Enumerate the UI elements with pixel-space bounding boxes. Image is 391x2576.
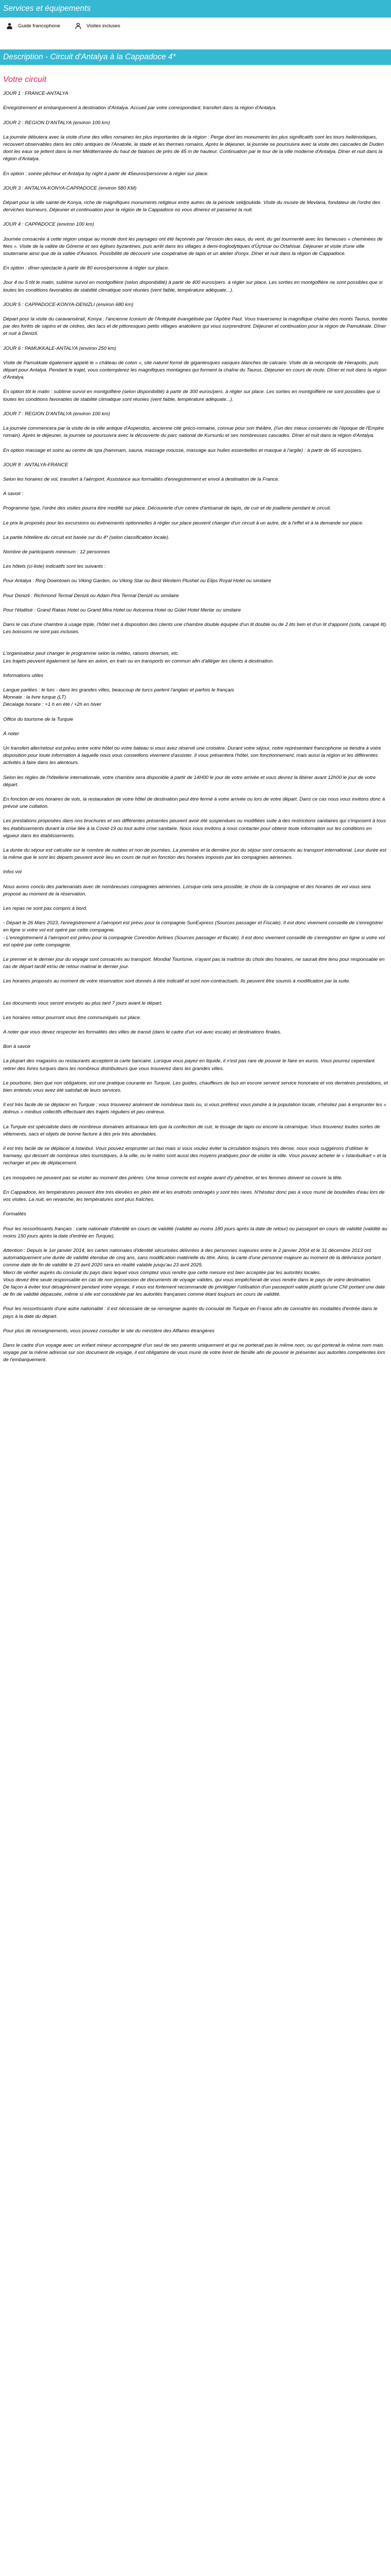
- description-paragraph: Les documents vous seront envoyés au plus tard 7 jours avant le départ.: [3, 1000, 162, 1006]
- description-paragraph: Pour l'étatlisé : Grand Rakas Hotel ou Grand Mira Hotel ou Avicenna Hotel ou Gület Hotel Merlar ou similaire: [3, 607, 241, 613]
- description-paragraph: Journée consacrée à cette région unique au monde dont les paysages ont été façonnés par l'érosion des eaux, du vent, du gel tourmenté avec les fameuses « cheminées de fées ». Visite de la vallée de Göreme et ses églises byzantines, puis arrêt dans les villages à demi-troglodytiques d'Üçhisar ou Ortahisar. Déjeuner et visite d'une ville souterraine ainsi que de la vallée d'Avanos. Possibilité de découvrir une coopérative de tapis et un atelier d'onyx. Dîner et nuit dans la région de Cappadoce.: [3, 236, 383, 257]
- description-paragraph: Programme type, l'ordre des visites pourra être modifié sur place. Découverte d'un centre d'artisanat de tapis, de cuir et de joaillerie pendant le circuit.: [3, 505, 331, 512]
- description-paragraph: Nous avons conclu des partenariats avec de nombreuses compagnies aériennes. Lorsque cela sera possible, le choix de la compagnie et des horaires de vol vous sera proposé au moment de la réservation.: [3, 884, 371, 897]
- description-paragraph: La partie hôtelière du circuit est basée sur du 4* (selon classification locale).: [3, 534, 170, 540]
- description-paragraph: JOUR 7 : REGION D'ANTALYA (environ 100 km): [3, 411, 110, 417]
- description-paragraph: Dans le cadre d'un voyage avec un enfant mineur accompagné d'un seul de ses parents uniquement et qui ne porterait pas le même nom, ou qui porterait le même nom mais voyage par la même adresse sur son document de voyage, il est obligatoire de vous munir de votre livret de famille afin de pouvoir le présenter aux autorités compétentes lors de l'embarquement.: [3, 1342, 385, 1363]
- description-paragraph: Les horaires retour pourront vous être communiqués sur place.: [3, 1014, 141, 1021]
- description-paragraph: Les repas ne sont pas compris à bord.: [3, 906, 88, 912]
- description-paragraph: En option : soirée pêcheur et Antalya by night à partir de 45euros/personne à régler sur place.: [3, 171, 209, 177]
- description-paragraph: Le premier et le dernier jour du voyage sont consacrés au transport. Mondial Tourisme, n'ayant pas la maîtrise du choix des horaires, ne saurait être tenu pour responsable en cas de départ tardif et/ou de retour matinal le dernier jour.: [3, 957, 385, 970]
- description-header-title: Description - Circuit d'Antalya à la Cappadoce 4*: [3, 52, 176, 61]
- description-paragraph: Pour Denizli : Richmond Termal Denizli ou Adam Pira Termal Denizli ou similaire: [3, 592, 179, 599]
- description-paragraph: Pour les ressortissants d'une autre nationalité : il est nécessaire de se renseigner auprès du consulat de Turquie en France afin de connaître les modalités d'entrée dans le pays à la date du départ.: [3, 1306, 378, 1319]
- description-paragraph: La plupart des magasins ou restaurants acceptent la carte bancaire. Lorsque vous payez en liquide, il n'est pas rare de pouvoir le faire en euros. Vous pourrez cependant retirer des livres turques dans les nombreux distributeurs que vous trouverez dans les grandes villes.: [3, 1058, 374, 1072]
- description-paragraph: JOUR 1 : FRANCE-ANTALYA: [3, 91, 69, 97]
- description-paragraph: - Départ le 26 Mars 2023, l'enregistrement à l'aéroport est prévu pour la compagnie SunExpress (Sources passager et Fiscale). Il est donc vivement conseillé de s'enregistrer en ligne si votre vol est opéré par cette compagnie. - L'enregistrement à l'aéroport est prévu pour la compagnie Corendon Airlines (Sources passager et fiscale). Il est donc vivement conseillé de s'enregistrer en ligne si votre vol est opéré par cette compagnie.: [3, 920, 385, 948]
- person-icon: [6, 23, 13, 29]
- description-paragraph: En fonction de vos horaires de vols, la restauration de votre hôtel de destination peut être fermé à votre arrivée ou lors de votre départ. Dans ce cas nous vous invitons donc à prévoir une collation.: [3, 796, 385, 810]
- description-paragraph: Un transfert aller/retour est prévu entre votre hôtel ou votre bateau si vous avez réservé une croisière. Durant votre séjour, notre représentant francophone se tiendra à votre disposition pour toute information à laquelle nous vous conseillons vivement d'assister. Il vous présentera l'hôtel, son fonctionnement, mais aussi la région et les différentes activités à faire dans les alentours.: [3, 745, 381, 766]
- description-paragraph: JOUR 3 : ANTALYA-KONYA-CAPPADOCE (environ 580 KM): [3, 185, 137, 191]
- description-paragraph: JOUR 4 : CAPPADOCE (environ 100 km): [3, 222, 94, 228]
- description-paragraph: JOUR 2 : REGION D'ANTALYA (environ 100 km): [3, 120, 110, 126]
- services-header-title: Services et équipements: [3, 4, 91, 13]
- service-visits-label: Visites incluses: [86, 23, 121, 29]
- services-list: [0, 18, 391, 35]
- description-paragraph: Office du tourisme de la Turquie: [3, 716, 73, 722]
- description-paragraph: Départ pour la ville sainte de Konya, riche de magnifiques monuments religieux entre autres de la période seldjoukide. Visite du musée de Mevlana, fondateur de l'ordre des derviches tourneurs. Déjeuner et continuation pour la région de la Cappadoce où vous dînerez et passerez la nuit.: [3, 200, 381, 213]
- circuit-title: Votre circuit: [3, 75, 46, 84]
- service-visits: [75, 23, 120, 30]
- description-paragraph: A noter que vous devez respecter les formalités des villes de transit (dans le cadre d'un vol avec escale) et destinations finales.: [3, 1029, 282, 1036]
- description-paragraph: Selon les règles de l'hôtellerie internationale, votre chambre sera disponible à partir de 14H00 le jour de votre arrivée et vous devrez la libérer avant 12h00 le jour de votre départ.: [3, 774, 376, 788]
- description-paragraph: Informations utiles: [3, 672, 43, 679]
- description-paragraph: Dans le cas d'une chambre à usage triple, l'hôtel met à disposition des clients une chambre double équipée d'un lit double ou de 2 lits twin et d'un lit d'appoint (sofa, canapé lit). Les boissons ne sont pas incluses.: [3, 621, 387, 635]
- description-paragraph: Le pourboire, bien que non obligatoire, est une pratique courante en Turquie. Les guides, chauffeurs de bus en escore servent service honoraire et vos dernières prestations, et bien entendu vous avez été satisfait de leurs services.: [3, 1080, 388, 1094]
- description-paragraph: En option massage et soins au centre de spa (hammam, sauna, massage mousse, massage aux huiles essentielles et masque à l'argile) : à partir de 65 euros/pers.: [3, 447, 363, 453]
- description-paragraph: La journée commencera par la visite de la ville antique d'Aspendos, ancienne cité gréco-romaine, connue pour son théâtre, (l'un des mieux conservés de l'époque de l'Empire romain). Après le déjeuner, la journée se poursuivra avec la découverte du parc national de Kursunlu et ses nombreuses cascades. Dîner et nuit dans la région d'Antalya.: [3, 426, 384, 439]
- description-paragraph: Pour les ressortissants français : carte nationale d'identité en cours de validité (validité au moins 180 jours après la date de retour) ou passeport en cours de validité (validité au moins 150 jours après la date d'entrée en Turquie).: [3, 1226, 387, 1239]
- description-paragraph: Les horaires proposés au moment de votre réservation sont donnés à titre indicatif et sont non-contractuels. Ils peuvent être soumis à modification par la suite.: [3, 978, 350, 985]
- description-paragraph: Le prix le proposés pour les excursions ou événements optionnelles à régler sur place peuvent changer d'un circuit à un autre, de à l'effet et à la demande sur place.: [3, 520, 364, 526]
- description-paragraph: A savoir :: [3, 491, 24, 497]
- description-paragraph: Départ pour la visite du caravansérail, Konya : l'ancienne Iconium de l'Antiquité évangélisée par l'Apôtre Paul. Vous traverserez la magnifique chaîne des monts Taurus, bordée par des forêts de sapins et de cèdres, des lacs et de pittoresques petits villages anatoliens qui vous surprendront. Déjeuner et continuation pour la région de Pamukkale. Dîner et nuit à Denizli.: [3, 316, 387, 337]
- description-paragraph: L'organisateur peut changer le programme selon la météo, raisons diverses, etc. Les trajets peuvent également se faire en avion, en train ou en transports en commun afin d'alléger les clients à destination.: [3, 651, 274, 664]
- description-paragraph: À noter: [3, 731, 19, 737]
- description-header: [0, 49, 391, 65]
- description-paragraph: Enregistrement et embarquement à destination d'Antalya. Accueil par votre correspondant, transfert dans la région d'Antalya.: [3, 105, 277, 111]
- description-paragraph: Il est très facile de se déplacer à Istanbul. Vous pouvez emprunter un taxi mais si vous voulez éviter la circulation toujours très dense, nous vous suggérons d'utiliser le tramway, qui dessert de nombreux sites touristiques, à la ville, ou le métro sont aussi des moyens pratiques pour de visiter la ville. Vous pouvez acheter le « Istanbulkart » et la recharger et peu de déplacement.: [3, 1146, 386, 1166]
- description-paragraph: Nombre de participants minimum : 12 personnes: [3, 549, 110, 555]
- description-paragraph: Bon à savoir: [3, 1044, 31, 1050]
- description-paragraph: Les mosquées ne peuvent pas se visiter au moment des prières. Une tenue correcte est exigée avant d'y pénétrer, et les femmes doivent se couvrir la tête.: [3, 1175, 343, 1181]
- description-paragraph: JOUR 5 : CAPPADOCE-KONYA-DENIZLI (environ 680 km): [3, 301, 134, 308]
- description-paragraph: Visite de Pamukkale également appelé le « château de coton », site naturel formé de gigantesques vasques blanches de calcaire. Visite de la nécropole de Hierapolis, puis départ pour Antalya. Pendant le trajet, vous contemplerez les magnifiques montagnes qui forment la chaîne du Taurus. Déjeuner en cours de route. Dîner et nuit dans la région d'Antalya.: [3, 360, 387, 381]
- service-guide: [6, 23, 60, 30]
- description-paragraph: Il est très facile de se déplacer en Turquie ; vous trouverez aisément de nombreux taxis ou, si vous préférez vous joindre à la population locale, n'hésitez pas à emprunter les « dolmus » minibus collectifs effectuant des trajets réguliers et peu onéreux.: [3, 1102, 386, 1115]
- user-icon: [75, 23, 82, 29]
- description-paragraph: Pour plus de renseignements, vous pouvez consulter le site du ministère des Affaires étrangères: [3, 1328, 215, 1334]
- description-paragraph: La durée du séjour est calculée sur le nombre de nuitées et non de journées. La première et la dernière jour du séjour sont consacrés au transport international. Leur durée est la même que le sont les départs peuvent avoir lieu en cours de nuit en fonction des horaires imposés par les compagnies aériennes.: [3, 848, 386, 861]
- description-paragraph: Pour Antalya : Ring Downtown ou Viking Garden, ou Viking Star ou Best Western Plushet ou Elips Royal Hotel ou similaire: [3, 578, 271, 584]
- description-paragraph: En option : dîner-spectacle à partir de 80 euros/personne à régler sur place.: [3, 265, 169, 272]
- description-paragraph: Infos vol: [3, 869, 22, 875]
- description-paragraph: Les prestations proposées dans nos brochures et ses différentes présentes peuvent avoir été suspendues ou modifiées suite à des restrictions sanitaires qui s'imposent à tous les établissements durant la crise liée à la Covid-19 ou tout autre crise sanitaire. Nous vous invitons à nous contacter pour obtenir toute information sur les conditions en vigueur dans les établissements.: [3, 818, 386, 839]
- description-body: [0, 90, 391, 1364]
- description-paragraph: Langue parlées : le turc - dans les grandes villes, beaucoup de turcs parlent l'anglais et parfois le français Monnaie : la livre turque (LT) Décalage horaire : +1 h en été / +2h en hiver: [3, 687, 234, 708]
- services-header: [0, 0, 391, 18]
- description-paragraph: JOUR 6 : PAMUKKALE-ANTALYA (environ 250 km): [3, 345, 117, 351]
- description-paragraph: En Cappadoce, les températures peuvent être très élevées en plein été et les endroits ombragés y sont très rares. N'hésitez donc pas à vous munir de bouteilles d'eau lors de vos visites. La nuit, en revanche, les températures sont plus fraîches.: [3, 1189, 385, 1203]
- description-paragraph: JOUR 8 : ANTALYA-FRANCE: [3, 462, 68, 468]
- description-paragraph: La journée débutera avec la visite d'une des villes romaines les plus importantes de la région : Perge dont les monuments les plus significatifs sont les tours hellénistiques, recouvert observables dans les cités antiques de l'Anatolie, le stade et les thermes romains. Après le déjeuner, la journée se poursuivra avec la visite des cascades de Duden dont les eaux se jettent dans la mer Méditerranée du haut de falaises de près de 45 m de hauteur. Continuation par le tour de la ville moderne d'Antalya. Dîner et nuit dans la région d'Antalya.: [3, 134, 384, 162]
- description-paragraph: Jour 4 ou 5 tôt le matin, sublime survol en montgolfière (selon disponibilité) à partir de 400 euros/pers. à régler sur place. Les sorties en montgolfière ne sont possibles que si toutes les conditions favorables de stabilité climatique sont réunies (vent faible, température adéquate...).: [3, 280, 383, 293]
- description-paragraph: Formalités: [3, 1211, 26, 1217]
- description-paragraph: Selon les horaires de vol, transfert à l'aéroport. Assistance aux formalités d'enregistrement et envol à destination de la France.: [3, 476, 280, 482]
- description-paragraph: En option tôt le matin : sublime survol en montgolfière (selon disponibilité) à partir de 300 euros/pers. à régler sur place. Les sorties en montgolfière ne sont possibles que si toutes les conditions favorables de stabilité climatique sont réunies (vent faible, température adéquate...).: [3, 389, 380, 402]
- service-guide-label: Guide francophone: [18, 23, 60, 29]
- description-paragraph: Attention : Depuis le 1er janvier 2014, les cartes nationales d'identité sécurisées délivrées à des personnes majeures entre le 2 janvier 2004 et le 31 décembre 2013 ont automatiquement une durée de validité étendue de cinq ans, sans modification matérielle du titre. Ainsi, la carte d'une personne majeure au moment de la délivrance portant comme date de fin de validité le 23 avril 2020 sera en réalité valable jusqu'au 23 avril 2025. Merci de vérifier auprès du consulat du pays dans lequel vous comptez vous rendre que cette mesure est bien acceptée par les autorités locales. Vous devez être seule responsable en cas de non possession de documents de voyage valides, qui vous empêcherait de vous rendre dans le pays de votre destination. De façon à éviter tout désagrément pendant votre voyage, il vous est fortement recommandé de privilégier l'utilisation d'un passeport valide plutôt qu'une CNI portant une date de fin de validité dépassée, même si elle est considérée par les autorités françaises comme étant toujours en cours de validité.: [3, 1247, 385, 1298]
- description-paragraph: Les hôtels (ci-liste) indicatifs sont les suivants :: [3, 564, 106, 570]
- description-paragraph: La Turquie est spécialiste dans de nombreux domaines artisanaux tels que la confection de cuir, le tissage de tapis ou encore la céramique. Vous trouverez toutes sortes de vêtements, sacs et objets de bonne facture à des prix très abordables.: [3, 1124, 380, 1137]
